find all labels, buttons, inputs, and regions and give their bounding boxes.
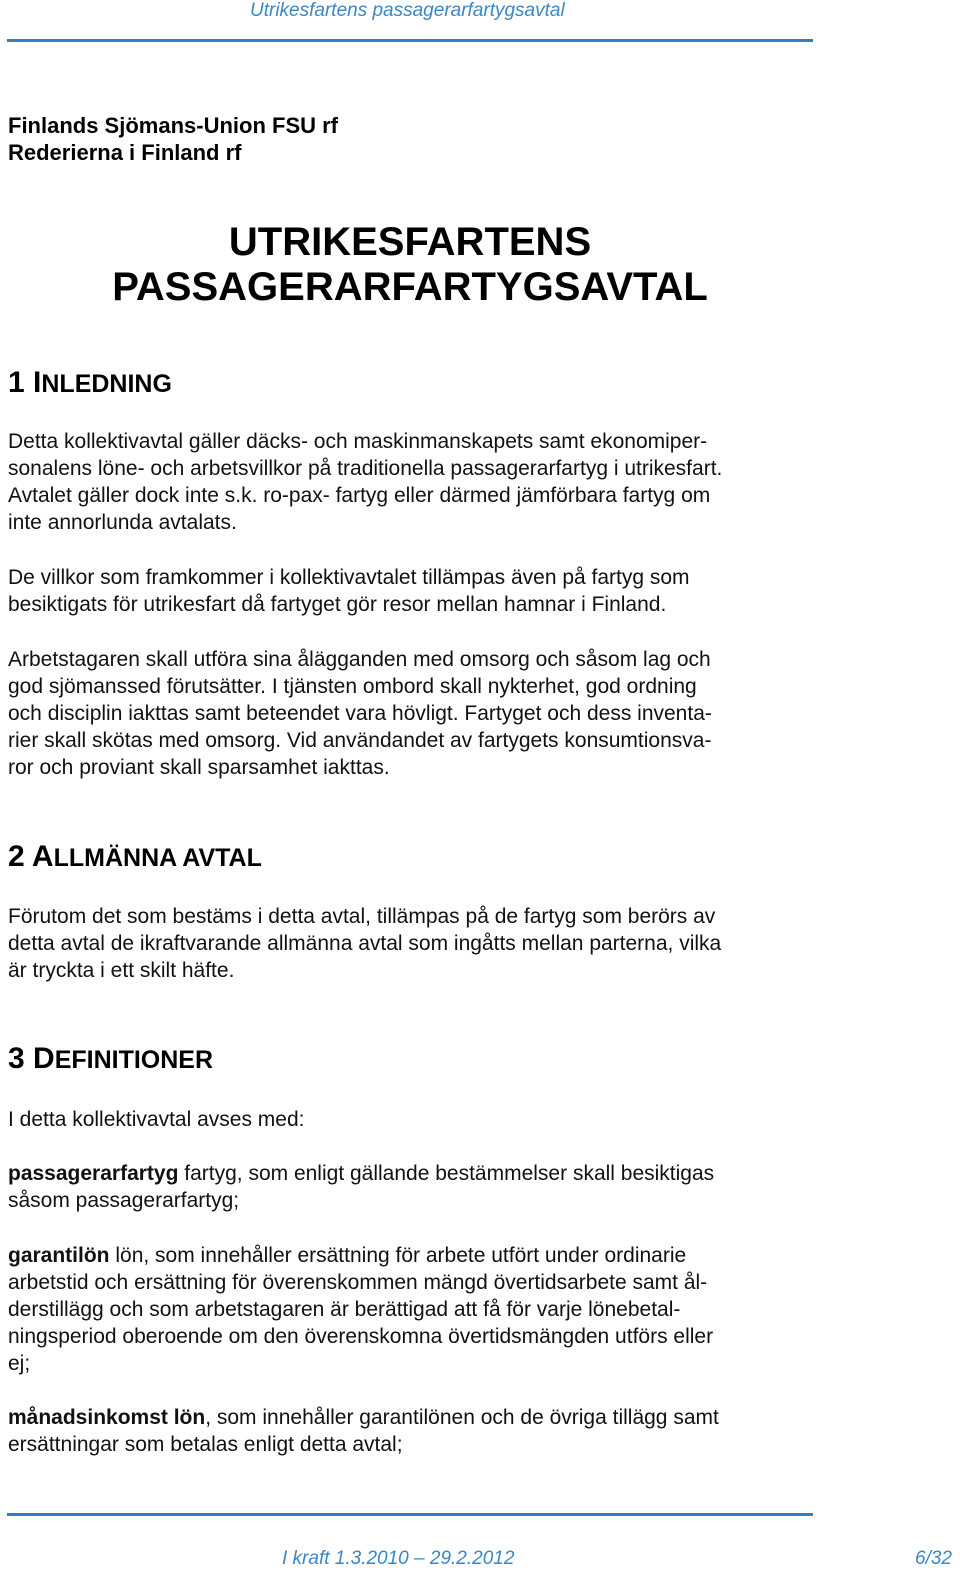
section-title-initial: A: [31, 840, 54, 873]
paragraph-line: I detta kollektivavtal avses med:: [8, 1108, 305, 1131]
definition-term: månadsinkomst lön: [8, 1406, 206, 1429]
document-title-line-1: UTRIKESFARTENS: [228, 220, 592, 264]
definition-guarantee-wage: [8, 1242, 813, 1377]
paragraph-line: såsom passagerarfartyg;: [8, 1189, 240, 1212]
footer-validity-period: I kraft 1.3.2010 – 29.2.2012: [282, 1548, 515, 1569]
section-number: 3: [8, 1042, 25, 1075]
paragraph-line: och disciplin iakttas samt beteendet vara hövligt. Fartyget och dess inventa-: [8, 702, 712, 725]
definition-text: fartyg, som enligt gällande bestämmelser skall besiktigas: [178, 1162, 715, 1185]
footer-page-number: 6/32: [915, 1548, 952, 1569]
paragraph-line: De villkor som framkommer i kollektivavtalet tillämpas även på fartyg som: [8, 566, 690, 589]
paragraph-line: är tryckta i ett skilt häfte.: [8, 959, 235, 982]
paragraph-line: ej;: [8, 1352, 31, 1375]
section-heading-3: [8, 1042, 813, 1077]
paragraph-line: god sjömanssed förutsätter. I tjänsten ombord skall nykterhet, god ordning: [8, 675, 697, 698]
header-divider: [7, 39, 813, 42]
document-title-line-2: PASSAGERARFARTYGSAVTAL: [112, 265, 708, 309]
definitions-intro: [8, 1106, 813, 1133]
section-number: 2: [8, 840, 25, 873]
section-title-rest: EFINITIONER: [54, 1046, 214, 1074]
paragraph-line: arbetstid och ersättning för överenskommen mängd övertidsarbete samt ål-: [8, 1271, 708, 1294]
general-agreements-paragraph: [8, 903, 813, 984]
paragraph-line: ror och proviant skall sparsamhet iakttas.: [8, 756, 390, 779]
intro-paragraph-3: [8, 646, 813, 781]
intro-paragraph-2: [8, 564, 813, 618]
section-general-agreements: [8, 840, 813, 875]
paragraph-line: besiktigats för utrikesfart då fartyget gör resor mellan hamnar i Finland.: [8, 593, 667, 616]
section-title-rest: LLMÄNNA AVTAL: [53, 844, 262, 872]
paragraph-line: Detta kollektivavtal gäller däcks- och maskinmanskapets samt ekonomiper-: [8, 430, 708, 453]
running-header-title: Utrikesfartens passagerarfartygsavtal: [250, 0, 565, 21]
document-title: [0, 220, 820, 310]
paragraph-line: [8, 1160, 813, 1187]
paragraph-line: inte annorlunda avtalats.: [8, 511, 237, 534]
definition-term: garantilön: [8, 1244, 110, 1267]
party-shipowners: Rederierna i Finland rf: [8, 140, 242, 165]
footer-divider: [7, 1513, 813, 1516]
paragraph-line: ersättningar som betalas enligt detta avtal;: [8, 1433, 403, 1456]
paragraph-line: Avtalet gäller dock inte s.k. ro-pax- fartyg eller därmed jämförbara fartyg om: [8, 484, 711, 507]
paragraph-line: Arbetstagaren skall utföra sina ålägganden med omsorg och såsom lag och: [8, 648, 711, 671]
party-union: Finlands Sjömans-Union FSU rf: [8, 113, 339, 138]
paragraph-line: [8, 1242, 813, 1269]
paragraph-line: ningsperiod oberoende om den överenskomna övertidsmängden utförs eller: [8, 1325, 714, 1348]
paragraph-line: Förutom det som bestäms i detta avtal, tillämpas på de fartyg som berörs av: [8, 905, 716, 928]
paragraph-line: detta avtal de ikraftvarande allmänna avtal som ingåtts mellan parterna, vilka: [8, 932, 722, 955]
definition-term: passagerarfartyg: [8, 1162, 179, 1185]
definition-monthly-income: [8, 1404, 813, 1458]
contracting-parties: [8, 112, 338, 166]
definition-passenger-ship: [8, 1160, 813, 1214]
paragraph-line: sonalens löne- och arbetsvillkor på traditionella passagerarfartyg i utrikesfart.: [8, 457, 723, 480]
definition-text: , som innehåller garantilönen och de övriga tillägg samt: [205, 1406, 719, 1429]
definition-text: lön, som innehåller ersättning för arbete utfört under ordinarie: [109, 1244, 687, 1267]
intro-paragraph-1: [8, 428, 813, 536]
section-number: 1: [8, 366, 25, 399]
paragraph-line: derstillägg och som arbetstagaren är berättigad att få för varje lönebetal-: [8, 1298, 681, 1321]
paragraph-line: rier skall skötas med omsorg. Vid användandet av fartygets konsumtionsva-: [8, 729, 712, 752]
section-definitions: [8, 1042, 813, 1077]
paragraph-line: [8, 1404, 813, 1431]
section-title-initial: D: [33, 1042, 55, 1075]
section-title-rest: NLEDNING: [41, 370, 172, 398]
section-title-initial: I: [33, 366, 42, 399]
section-heading-2: [8, 840, 813, 875]
section-heading-1: [8, 366, 813, 401]
section-introduction: [8, 366, 813, 401]
